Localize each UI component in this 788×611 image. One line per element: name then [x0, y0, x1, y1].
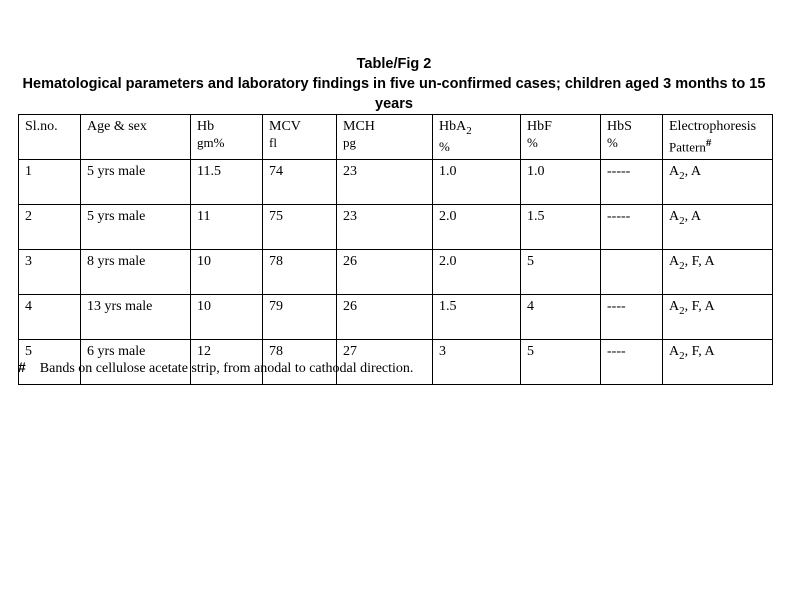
- column-header-hbs-label: HbS: [607, 119, 632, 134]
- column-header-hbs-unit: %: [607, 135, 618, 150]
- table-row: [19, 205, 773, 250]
- cell-mch: 26: [337, 250, 433, 295]
- column-header-hba2: [433, 115, 521, 160]
- column-header-hba2-unit: %: [439, 138, 450, 154]
- cell-mch: 26: [337, 295, 433, 340]
- cell-hbs: -----: [601, 205, 663, 250]
- column-header-hbf-unit: %: [527, 135, 538, 150]
- table-title-line1: Table/Fig 2: [356, 56, 432, 72]
- cell-hba2: 1.5: [433, 295, 521, 340]
- cell-hb: 12: [191, 340, 263, 385]
- column-header-pattern-label: [669, 135, 767, 155]
- column-header-pattern-text: Pattern: [669, 139, 706, 155]
- table-title-line2: Hematological parameters and laboratory findings in five un-confirmed cases; children aged 3 months to 15 years: [22, 76, 766, 112]
- column-header-hb-label: Hb: [197, 119, 215, 134]
- cell-slno: 2: [19, 205, 81, 250]
- cell-age-sex: 5 yrs male: [81, 160, 191, 205]
- cell-hb: 10: [191, 250, 263, 295]
- cell-slno: 4: [19, 295, 81, 340]
- table-footnote: [18, 358, 758, 378]
- cell-hbf: 1.0: [521, 160, 601, 205]
- column-header-age-sex: [81, 115, 191, 160]
- pattern-a: A: [669, 254, 680, 270]
- cell-electrophoresis-pattern: [663, 295, 773, 340]
- cell-electrophoresis-pattern: [663, 205, 773, 250]
- table-header-row: [19, 115, 773, 160]
- column-header-hb: [191, 115, 263, 160]
- table-row: [19, 295, 773, 340]
- column-header-electrophoresis-pattern: [663, 115, 773, 160]
- cell-hba2: 3: [433, 340, 521, 385]
- column-header-mch-unit: pg: [343, 135, 356, 150]
- table-header-row-group: [19, 115, 773, 160]
- pattern-subscript: 2: [679, 260, 685, 273]
- cell-slno: 5: [19, 340, 81, 385]
- pattern-a: A: [669, 209, 680, 225]
- cell-electrophoresis-pattern: [663, 250, 773, 295]
- cell-hb: 11: [191, 205, 263, 250]
- footnote-mark: #: [18, 359, 26, 375]
- footnote-text: Bands on cellulose acetate strip, from anodal to cathodal direction.: [39, 361, 414, 376]
- pattern-subscript: 2: [679, 215, 685, 228]
- pattern-subscript: 2: [679, 170, 685, 183]
- cell-hbf: 5: [521, 250, 601, 295]
- column-header-mch: [337, 115, 433, 160]
- cell-hba2: 2.0: [433, 250, 521, 295]
- cell-slno: 1: [19, 160, 81, 205]
- column-header-mcv: [263, 115, 337, 160]
- column-header-mch-label: MCH: [343, 119, 375, 134]
- cell-hbf: 1.5: [521, 205, 601, 250]
- table-row: [19, 160, 773, 205]
- column-header-electrophoresis-label: Electrophoresis: [669, 119, 757, 134]
- table-body: [19, 160, 773, 385]
- cell-electrophoresis-pattern: [663, 160, 773, 205]
- cell-hbf: 5: [521, 340, 601, 385]
- pattern-rest: , A: [684, 164, 701, 180]
- hematological-parameters-table: [18, 114, 773, 385]
- cell-age-sex: 8 yrs male: [81, 250, 191, 295]
- column-header-hba2-subscript: 2: [466, 124, 472, 137]
- cell-hba2: 1.0: [433, 160, 521, 205]
- cell-hbs: ----: [601, 295, 663, 340]
- table-row: [19, 250, 773, 295]
- cell-hba2: 2.0: [433, 205, 521, 250]
- cell-hbf: 4: [521, 295, 601, 340]
- footnote-marker-icon: #: [705, 137, 712, 149]
- cell-mch: 27: [337, 340, 433, 385]
- column-header-mcv-label: MCV: [269, 119, 301, 134]
- column-header-slno: [19, 115, 81, 160]
- cell-hbs: -----: [601, 160, 663, 205]
- column-header-slno-label: Sl.no.: [25, 119, 58, 134]
- column-header-hbf: [521, 115, 601, 160]
- cell-mcv: 78: [263, 340, 337, 385]
- cell-mcv: 78: [263, 250, 337, 295]
- cell-mcv: 74: [263, 160, 337, 205]
- column-header-mcv-unit: fl: [269, 135, 277, 150]
- table-title: [18, 54, 770, 114]
- cell-hbs: [601, 250, 663, 295]
- column-header-age-sex-label: Age & sex: [87, 119, 147, 134]
- cell-age-sex: 5 yrs male: [81, 205, 191, 250]
- cell-hbs: ----: [601, 340, 663, 385]
- cell-hb: 10: [191, 295, 263, 340]
- pattern-a: A: [669, 299, 680, 315]
- cell-slno: 3: [19, 250, 81, 295]
- cell-mch: 23: [337, 205, 433, 250]
- column-header-hb-unit: gm%: [197, 135, 225, 150]
- cell-mcv: 75: [263, 205, 337, 250]
- cell-mcv: 79: [263, 295, 337, 340]
- cell-hb: 11.5: [191, 160, 263, 205]
- pattern-rest: , F, A: [684, 299, 715, 315]
- pattern-subscript: 2: [679, 350, 685, 363]
- column-header-hbs: [601, 115, 663, 160]
- pattern-rest: , A: [684, 209, 701, 225]
- pattern-a: A: [669, 164, 680, 180]
- column-header-hbf-label: HbF: [527, 119, 552, 134]
- pattern-a: A: [669, 344, 680, 360]
- pattern-subscript: 2: [679, 305, 685, 318]
- pattern-rest: , F, A: [684, 254, 715, 270]
- cell-mch: 23: [337, 160, 433, 205]
- cell-age-sex: 13 yrs male: [81, 295, 191, 340]
- cell-age-sex: 6 yrs male: [81, 340, 191, 385]
- column-header-hba2-label: HbA: [439, 119, 467, 134]
- pattern-rest: , F, A: [684, 344, 715, 360]
